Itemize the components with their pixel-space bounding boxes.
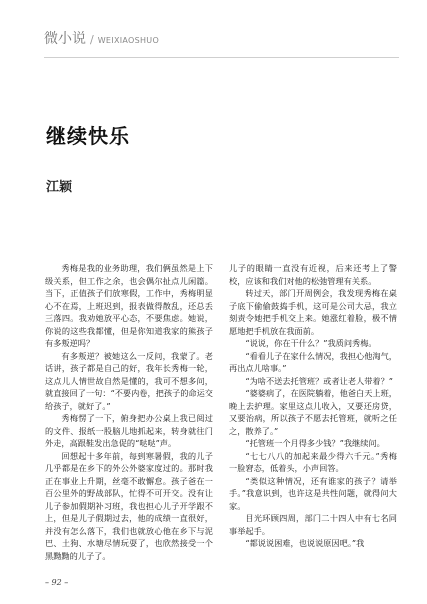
paragraph: 转过天，部门开周例会，我发现秀梅在桌子底下偷偷鼓捣手机，这可是公司大忌，我立刻责令她把手机交上来。她涨红着脸，极不情愿地把手机放在我面前。: [229, 288, 397, 336]
paragraph: “婆婆病了，在医院躺着，他爸白天上班，晚上去护理。家里这点儿收入，又要还房贷，又要治病，所以孩子不愿去托管班，就听之任之，散养了。”: [229, 388, 397, 436]
right-column: [229, 262, 397, 550]
article-title: 继续快乐: [46, 124, 130, 148]
paragraph: “为啥不送去托管班？或者让老人带着？”: [245, 375, 393, 386]
paragraph: 目光环顾四周，部门二十四人中有七名同事举起手。: [229, 513, 397, 536]
paragraph: 有多叛逆？被她这么一反问，我蒙了。老话讲，孩子都是自己的好，我年长秀梅一轮，这点儿人情世故自然是懂的，我可不想多问，就直接回了一句：“不要内卷，把孩子的命运交给孩子，就好了。”: [45, 350, 213, 411]
page-number: – 92 –: [45, 578, 69, 587]
section-header: [44, 28, 159, 48]
paragraph: “托管班一个月得多少钱？”我继续问。: [245, 438, 385, 448]
paragraph: “类似这种情况，还有谁家的孩子？请举手。”我意识到，也许这是共性问题，就得问大家。: [229, 475, 397, 511]
section-slash: /: [90, 33, 94, 46]
paragraph: “说说，你在干什么？”我质问秀梅。: [245, 338, 377, 348]
paragraph: 儿子的眼睛一直没有近视，后来还考上了警校，应该和我们对他的松弛管理有关系。: [229, 263, 397, 286]
header-divider: [44, 57, 399, 58]
left-column: [45, 262, 213, 562]
paragraph: 秀梅愣了一下，俯身把办公桌上我已阅过的文件、报纸一股脑儿地抓起来，转身就往门外走，高跟鞋发出急促的“哒哒”声。: [45, 413, 213, 448]
paragraph: 秀梅是我的业务助理，我们俩虽然是上下级关系，但工作之余，也会偶尔扯点儿闲篇。当下，正值孩子们放寒假，工作中，秀梅明显心不在焉，上班迟到，报表做得散乱，还总丢三落四。我劝她放平心态，不要焦虑。她说，你说的这些我都懂，但是你知道我家的熊孩子有多叛逆吗？: [45, 263, 213, 348]
paragraph: “七七八八的加起来最少得六千元。”秀梅一脸窘态，低着头，小声回答。: [229, 450, 397, 473]
paragraph: 回想起十多年前，每到寒暑假，我的儿子几乎都是在乡下的外公外婆家度过的。那时我正在事业上升期，丝毫不敢懈怠。孩子爸在一百公里外的野战部队，忙得不可开交。没有让儿子参加假期补习班，我也担心儿子开学跟不上，但是儿子假期过去，他的成绩一直很好，并没有怎么落下，我们也就放心他在乡下与泥巴、土狗、水塘尽情玩耍了，也欣然接受一个黑黝黝的儿子了。: [45, 450, 213, 561]
paragraph: “都说说困难，也说说原因吧。”我: [245, 538, 365, 548]
paragraph: “看看儿子在家什么情况，我担心他淘气，再出点儿啥事。”: [229, 350, 397, 373]
article-author: 江颖: [46, 180, 73, 195]
section-title-pinyin: WEIXIAOSHUO: [97, 36, 160, 45]
section-title: 微小说: [44, 31, 86, 47]
